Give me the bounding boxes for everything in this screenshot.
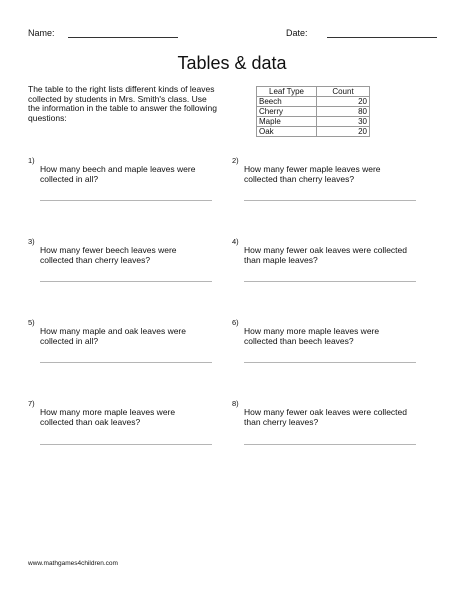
name-field[interactable] [68, 37, 178, 38]
table-cell-type: Cherry [257, 107, 317, 117]
question-3-number: 3) [28, 237, 35, 246]
page-title: Tables & data [177, 53, 287, 73]
table-cell-count: 30 [317, 117, 370, 127]
intro-text: The table to the right lists different kinds of leaves collected by students in Mrs. Smith's class. Use the information in the table to answer the following questions: [28, 84, 218, 123]
question-2-answer-line[interactable] [244, 200, 416, 201]
question-4-number: 4) [232, 237, 239, 246]
question-8-answer-line[interactable] [244, 444, 416, 445]
table-cell-type: Oak [257, 127, 317, 137]
table-row [257, 117, 370, 127]
column-header-count: Count [317, 87, 370, 97]
question-2-number: 2) [232, 156, 239, 165]
question-1-number: 1) [28, 156, 35, 165]
question-6-text: How many more maple leaves were collected than beech leaves? [244, 326, 380, 346]
question-4-answer-line[interactable] [244, 281, 416, 282]
question-8-text: How many fewer oak leaves were collected than cherry leaves? [244, 407, 407, 427]
table-cell-count: 80 [317, 107, 370, 117]
date-label: Date: [286, 28, 308, 38]
question-3-text: How many fewer beech leaves were collected than cherry leaves? [40, 245, 177, 265]
question-7-answer-line[interactable] [40, 444, 212, 445]
question-5-text: How many maple and oak leaves were collected in all? [40, 326, 186, 346]
footer-url: www.mathgames4children.com [28, 560, 118, 567]
table-header-row [257, 87, 370, 97]
date-field[interactable] [327, 37, 437, 38]
table-row [257, 107, 370, 117]
question-3-answer-line[interactable] [40, 281, 212, 282]
question-6-number: 6) [232, 318, 239, 327]
table-cell-count: 20 [317, 97, 370, 107]
question-4-text: How many fewer oak leaves were collected than maple leaves? [244, 245, 407, 265]
question-6-answer-line[interactable] [244, 362, 416, 363]
question-1-answer-line[interactable] [40, 200, 212, 201]
table-cell-count: 20 [317, 127, 370, 137]
leaf-count-table [256, 86, 370, 137]
question-5-answer-line[interactable] [40, 362, 212, 363]
table-row [257, 127, 370, 137]
table-row [257, 97, 370, 107]
question-1-text: How many beech and maple leaves were collected in all? [40, 164, 196, 184]
table-cell-type: Beech [257, 97, 317, 107]
question-7-text: How many more maple leaves were collected than oak leaves? [40, 407, 176, 427]
question-7-number: 7) [28, 399, 35, 408]
name-label: Name: [28, 28, 55, 38]
question-5-number: 5) [28, 318, 35, 327]
question-8-number: 8) [232, 399, 239, 408]
table-cell-type: Maple [257, 117, 317, 127]
column-header-leaf-type: Leaf Type [257, 87, 317, 97]
question-2-text: How many fewer maple leaves were collected than cherry leaves? [244, 164, 381, 184]
